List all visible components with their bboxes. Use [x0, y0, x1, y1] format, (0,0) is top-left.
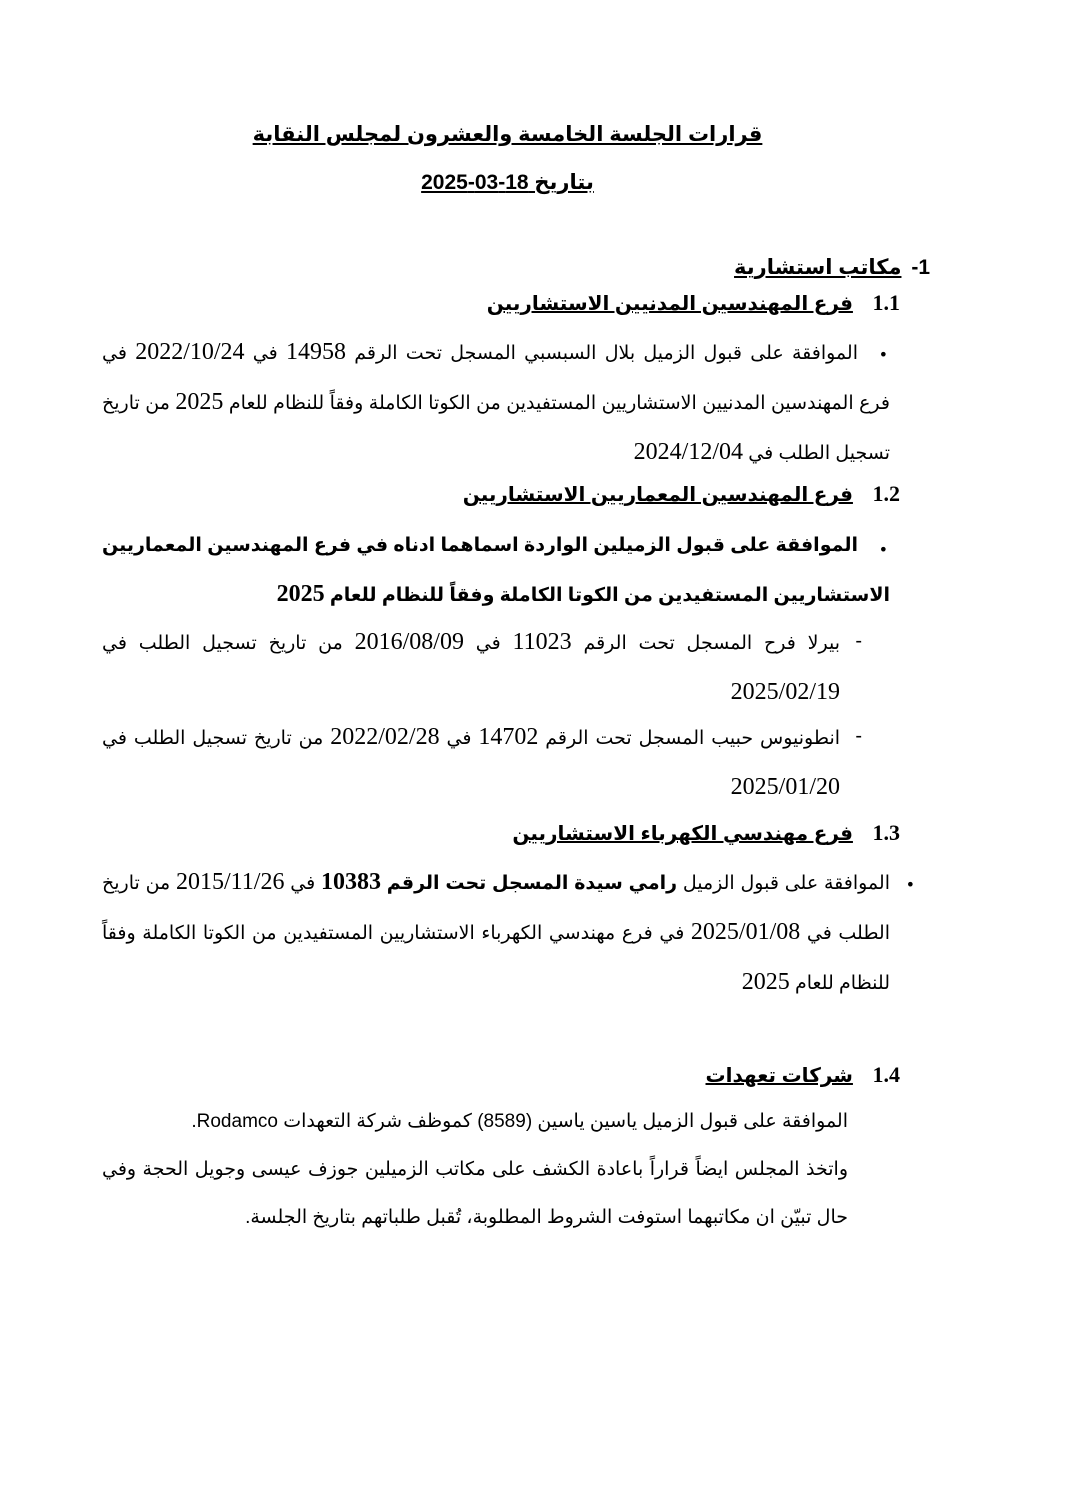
list-item-architect-2: انطونيوس حبيب المسجل تحت الرقم 14702 في 2022/02/28 من تاريخ تسجيل الطلب في 2025/01/20	[102, 724, 841, 800]
dash-icon: -	[855, 630, 862, 652]
section-1-heading	[734, 255, 930, 280]
subsection-1-3-heading	[512, 820, 900, 846]
decision-paragraph-1-2: الموافقة على قبول الزميلين الواردة اسماهما ادناه في فرع المهندسين المعماريين الاستشاريين المستفيدين من الكوتا الكاملة وفقاً للنظام للعام 2025	[102, 535, 890, 607]
council-decision-paragraph: واتخذ المجلس ايضاً قراراً باعادة الكشف على مكاتب الزميلين جوزف عيسى وجويل الحجة وفي حال تبيّن ان مكاتبهما استوفت الشروط المطلوبة، تُقبل طلباتهم بتاريخ الجلسة.	[102, 1159, 848, 1228]
subsection-number: 1.4	[872, 1062, 900, 1087]
subsection-label: فرع المهندسين المعماريين الاستشاريين	[462, 484, 853, 506]
bullet-icon: •	[905, 875, 915, 894]
bullet-icon: •	[878, 540, 888, 559]
section-label: مكاتب استشارية	[734, 256, 902, 279]
section-number: 1-	[911, 256, 930, 279]
document-date: بتاريخ 18-03-2025	[421, 171, 594, 194]
subsection-label: فرع المهندسين المدنيين الاستشاريين	[486, 293, 853, 315]
subsection-1-1-heading	[487, 290, 900, 316]
dash-icon: -	[855, 725, 862, 747]
subsection-label: فرع مهندسي الكهرباء الاستشاريين	[512, 823, 853, 845]
decision-paragraph-1-3: الموافقة على قبول الزميل رامي سيدة المسجل تحت الرقم 10383 في 2015/11/26 من تاريخ الطلب في 2025/01/08 في فرع مهندسي الكهرباء الاستشاريين المستفيدين من الكوتا الكاملة وفقاً للنظام للعام 2025	[102, 869, 890, 995]
subsection-number: 1.3	[872, 820, 900, 845]
decision-paragraph-1-1: الموافقة على قبول الزميل بلال السبسبي المسجل تحت الرقم 14958 في 2022/10/24 في فرع المهندسين المدنيين الاستشاريين المستفيدين من الكوتا الكاملة وفقاً للنظام للعام 2025 من تاريخ تسجيل الطلب في 2024/12/04	[102, 339, 890, 465]
document-title: قرارات الجلسة الخامسة والعشرون لمجلس النقابة	[252, 123, 763, 146]
subsection-1-4-heading	[706, 1062, 900, 1088]
list-item-architect-1: بيرلا فرح المسجل تحت الرقم 11023 في 2016/08/09 من تاريخ تسجيل الطلب في 2025/02/19	[102, 629, 840, 705]
bullet-icon: •	[878, 345, 888, 364]
subsection-1-2-heading	[463, 481, 900, 507]
subsection-label: شركات تعهدات	[705, 1065, 853, 1087]
subsection-number: 1.2	[872, 481, 900, 506]
decision-line-1-4: الموافقة على قبول الزميل ياسين ياسين (8589) كموظف شركة التعهدات Rodamco.	[191, 1111, 848, 1132]
subsection-number: 1.1	[872, 290, 900, 315]
